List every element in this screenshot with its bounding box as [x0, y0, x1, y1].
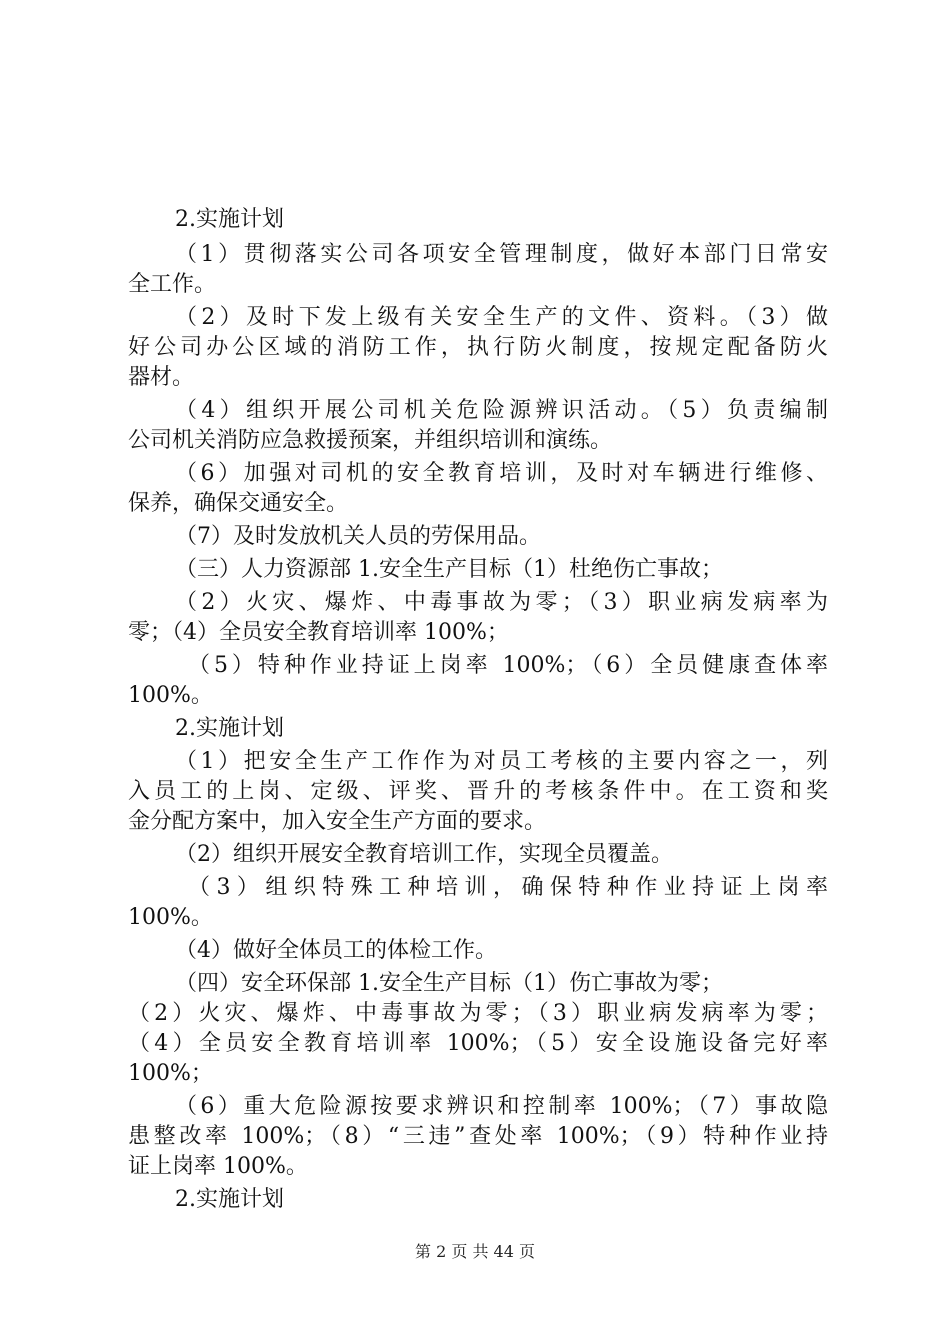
paragraph-line: （6）加强对司机的安全教育培训，及时对车辆进行维修、 — [175, 461, 828, 486]
paragraph-line: （2）及时下发上级有关安全生产的文件、资料。（3）做 — [175, 305, 828, 330]
paragraph-line: （4）做好全体员工的体检工作。 — [175, 938, 497, 963]
paragraph-line: 零；（4）全员安全教育培训率 100%； — [128, 620, 509, 645]
paragraph-line: 好公司办公区域的消防工作，执行防火制度，按规定配备防火 — [128, 335, 828, 360]
paragraph-line: 入员工的上岗、定级、评奖、晋升的考核条件中。在工资和奖 — [128, 779, 828, 804]
paragraph-line: （2）组织开展安全教育培训工作，实现全员覆盖。 — [175, 842, 673, 867]
paragraph-line: 器材。 — [128, 365, 195, 390]
paragraph-line: 证上岗率 100%。 — [128, 1154, 308, 1179]
paragraph-line: （4）组织开展公司机关危险源辨识活动。（5）负责编制 — [175, 398, 828, 423]
paragraph-line: （3）组织特殊工种培训，确保特种作业持证上岗率 — [188, 875, 828, 900]
paragraph-line: 患整改率 100%；（8）“三违”查处率 100%；（9）特种作业持 — [128, 1124, 828, 1149]
paragraph-line: 100%。 — [128, 905, 213, 930]
subsection-heading-safety-env-department: （四）安全环保部 1.安全生产目标（1）伤亡事故为零； — [175, 971, 723, 996]
paragraph-line: （2）火灾、爆炸、中毒事故为零；（3）职业病发病率为 — [175, 590, 828, 615]
paragraph-line: 保养，确保交通安全。 — [128, 491, 349, 516]
paragraph-line: 金分配方案中，加入安全生产方面的要求。 — [128, 809, 547, 834]
section-heading-implementation-plan: 2.实施计划 — [175, 207, 284, 232]
paragraph-line: （2）火灾、爆炸、中毒事故为零；（3）职业病发病率为零； — [128, 1001, 828, 1026]
paragraph-line: （1）贯彻落实公司各项安全管理制度，做好本部门日常安 — [175, 242, 828, 267]
paragraph-line: （5）特种作业持证上岗率 100%；（6）全员健康查体率 — [188, 653, 828, 678]
paragraph-line: 100%。 — [128, 683, 213, 708]
paragraph-line: （7）及时发放机关人员的劳保用品。 — [175, 524, 541, 549]
paragraph-line: 100%； — [128, 1061, 213, 1086]
paragraph-line: 公司机关消防应急救援预案，并组织培训和演练。 — [128, 428, 613, 453]
paragraph-line: （6）重大危险源按要求辨识和控制率 100%；（7）事故隐 — [175, 1094, 828, 1119]
section-heading-implementation-plan: 2.实施计划 — [175, 1187, 284, 1212]
paragraph-line: （1）把安全生产工作作为对员工考核的主要内容之一，列 — [175, 749, 828, 774]
page-number-footer: 第 2 页 共 44 页 — [415, 1242, 535, 1261]
section-heading-implementation-plan: 2.实施计划 — [175, 716, 284, 741]
paragraph-line: 全工作。 — [128, 272, 217, 297]
paragraph-line: （4）全员安全教育培训率 100%；（5）安全设施设备完好率 — [128, 1031, 828, 1056]
subsection-heading-hr-department: （三）人力资源部 1.安全生产目标（1）杜绝伤亡事故； — [175, 557, 723, 582]
